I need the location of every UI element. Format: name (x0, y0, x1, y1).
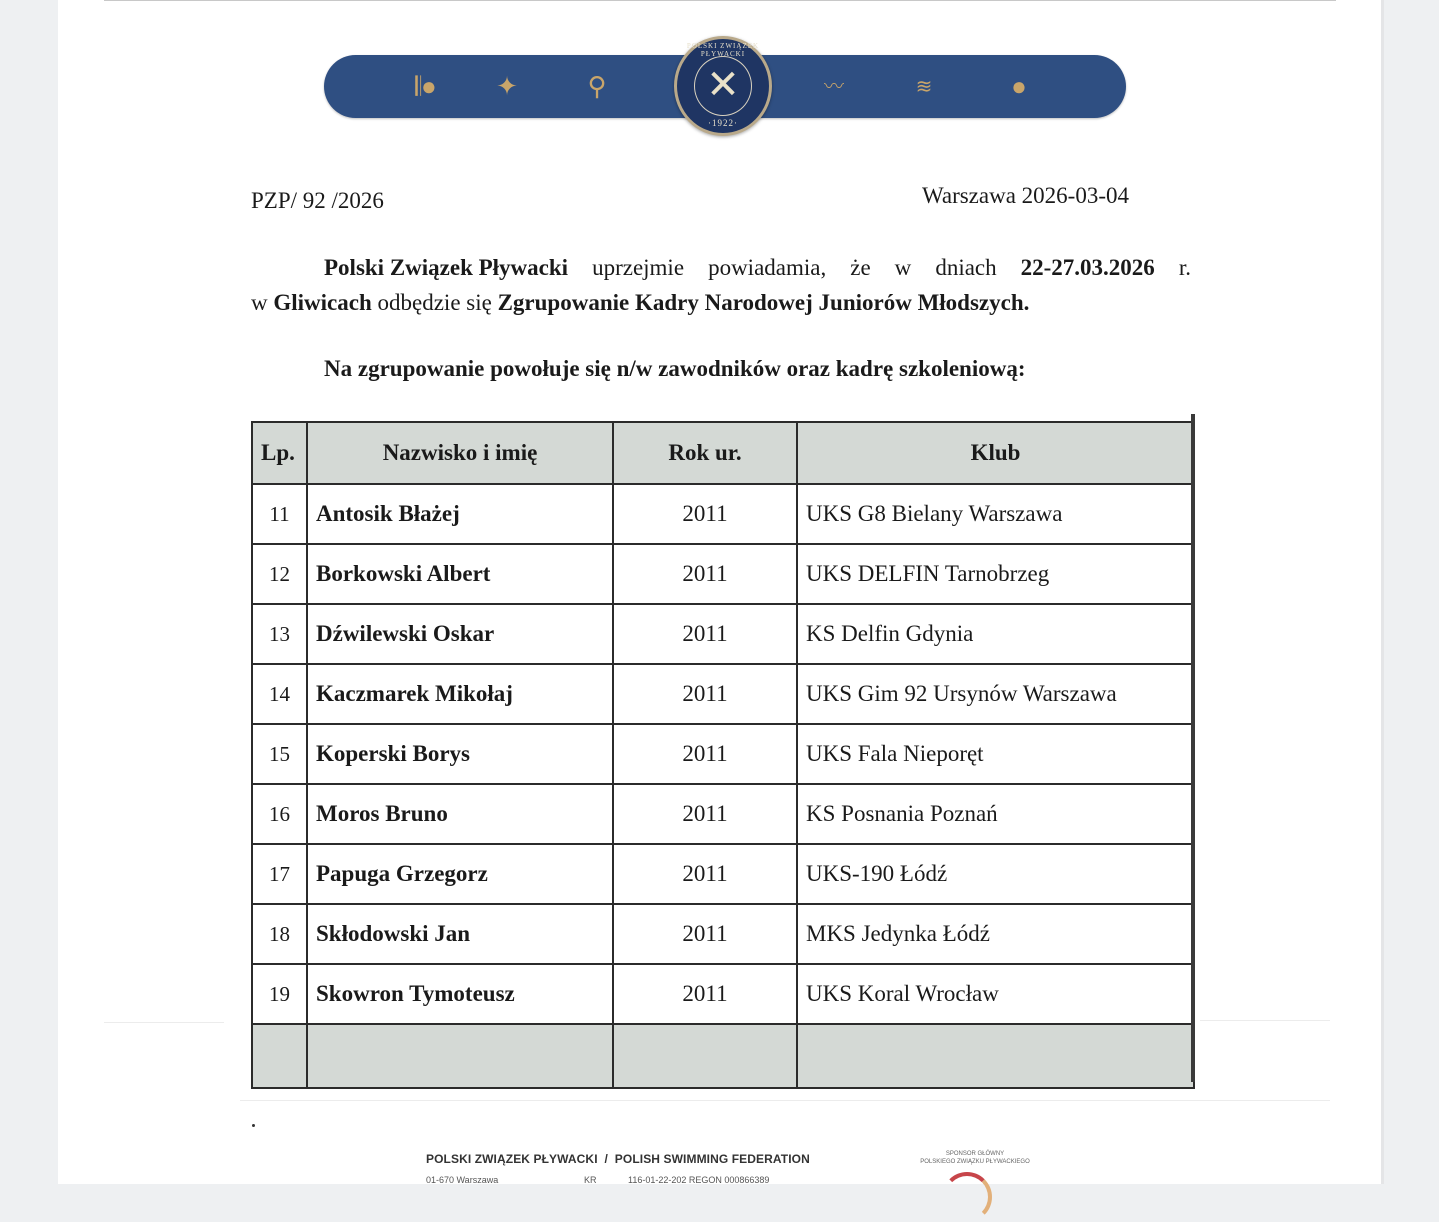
cell-name: Skowron Tymoteusz (307, 964, 613, 1024)
cell-lp: 19 (252, 964, 307, 1024)
text-word: powiadamia, (708, 255, 827, 280)
event-dates: 22-27.03.2026 (1020, 255, 1155, 280)
scan-artifact-line (104, 1022, 224, 1023)
text-word: w (894, 255, 912, 280)
sponsor-line-1: SPONSOR GŁÓWNY (945, 1151, 1005, 1157)
table-row (252, 604, 1194, 664)
organization-name: Polski Związek Pływacki (324, 255, 569, 280)
cell-lp: 17 (252, 844, 307, 904)
text-word: r. (1178, 255, 1191, 280)
cell-name: Skłodowski Jan (307, 904, 613, 964)
water-polo-icon: ● (1011, 72, 1027, 101)
cell-lp: 12 (252, 544, 307, 604)
cell-club: MKS Jedynka Łódź (797, 904, 1194, 964)
table-row (252, 844, 1194, 904)
pzp-logo-seal (674, 36, 772, 136)
cell-club: UKS Gim 92 Ursynów Warszawa (797, 664, 1194, 724)
synchronized-swimming-icon: ✦ (496, 72, 518, 101)
cell-name: Koperski Borys (307, 724, 613, 784)
cell-name: Kaczmarek Mikołaj (307, 664, 613, 724)
diving-icon: 𝄃● (415, 72, 437, 101)
cell-club: KS Posnania Poznań (797, 784, 1194, 844)
table-row (252, 664, 1194, 724)
pzp-monogram-icon: ✕ (706, 62, 740, 108)
sponsor-line-2: POLSKIEGO ZWIĄZKU PŁYWACKIEGO (920, 1159, 1030, 1165)
table-row (252, 724, 1194, 784)
scan-artifact-line (240, 1100, 1330, 1101)
event-name: Zgrupowanie Kadry Narodowej Juniorów Młodszych. (497, 290, 1030, 315)
cell-club: UKS Fala Nieporęt (797, 724, 1194, 784)
cell-lp: 18 (252, 904, 307, 964)
announcement-line-2 (251, 285, 1191, 320)
table-right-border (1191, 414, 1195, 1082)
seal-year: ·1922· (708, 118, 738, 128)
cell-birth-year: 2011 (613, 664, 797, 724)
column-header-birth-year: Rok ur. (613, 422, 797, 484)
cell-lp: 14 (252, 664, 307, 724)
table-header-row (252, 422, 1194, 484)
cell-name: Moros Bruno (307, 784, 613, 844)
document-place-date: Warszawa 2026-03-04 (922, 183, 1129, 208)
roster-intro: Na zgrupowanie powołuje się n/w zawodników oraz kadrę szkoleniową: (324, 356, 1026, 381)
cell-club: KS Delfin Gdynia (797, 604, 1194, 664)
cell-empty (252, 1024, 307, 1088)
seal-inner-ring (694, 56, 752, 116)
cell-club: UKS Koral Wrocław (797, 964, 1194, 1024)
sponsor-caption (910, 1150, 1040, 1166)
cell-name: Borkowski Albert (307, 544, 613, 604)
cell-lp: 15 (252, 724, 307, 784)
cell-birth-year: 2011 (613, 484, 797, 544)
cell-lp: 11 (252, 484, 307, 544)
swimming-icon: 〰 (824, 76, 844, 98)
viewer-background-left (0, 0, 58, 1184)
cell-birth-year: 2011 (613, 544, 797, 604)
table-row (252, 784, 1194, 844)
announcement-line-1 (251, 250, 1191, 285)
cell-lp: 16 (252, 784, 307, 844)
column-header-name: Nazwisko i imię (307, 422, 613, 484)
cell-birth-year: 2011 (613, 904, 797, 964)
cell-lp: 13 (252, 604, 307, 664)
text-word: uprzejmie (592, 255, 685, 280)
sponsor-logo-icon (942, 1172, 992, 1222)
column-header-club: Klub (797, 422, 1194, 484)
athlete-roster-table (251, 421, 1195, 1089)
page-top-edge (104, 0, 1336, 1)
scan-artifact-line (1200, 1020, 1330, 1021)
cell-empty (307, 1024, 613, 1088)
cell-empty (613, 1024, 797, 1088)
table-row (252, 544, 1194, 604)
cell-name: Antosik Błażej (307, 484, 613, 544)
cell-empty (797, 1024, 1194, 1088)
open-water-swimming-icon: ≋ (915, 76, 933, 98)
table-row (252, 964, 1194, 1024)
event-city: Gliwicach (273, 290, 372, 315)
footer-label: KR (584, 1175, 597, 1185)
document-reference: PZP/ 92 /2026 (251, 188, 384, 213)
cell-birth-year: 2011 (613, 784, 797, 844)
high-diving-icon: ⚲ (587, 72, 607, 101)
cell-birth-year: 2011 (613, 844, 797, 904)
cell-birth-year: 2011 (613, 964, 797, 1024)
cell-club: UKS G8 Bielany Warszawa (797, 484, 1194, 544)
viewer-background-right (1381, 0, 1439, 1184)
text-word: dniach (935, 255, 997, 280)
text-word: w (251, 290, 268, 315)
scan-dot (252, 1124, 255, 1127)
cell-name: Papuga Grzegorz (307, 844, 613, 904)
text-word: że (850, 255, 871, 280)
column-header-lp: Lp. (252, 422, 307, 484)
seal-ring-text: POLSKI ZWIĄZEK PŁYWACKI (686, 42, 760, 58)
cell-club: UKS DELFIN Tarnobrzeg (797, 544, 1194, 604)
announcement-paragraph (251, 250, 1191, 320)
cell-birth-year: 2011 (613, 724, 797, 784)
footer-address: 01-670 Warszawa (426, 1175, 499, 1185)
cell-name: Dźwilewski Oskar (307, 604, 613, 664)
cell-birth-year: 2011 (613, 604, 797, 664)
table-row (252, 904, 1194, 964)
text-word: odbędzie się (377, 290, 492, 315)
footer-register: 116-01-22-202 REGON 000866389 (628, 1175, 770, 1185)
cell-club: UKS-190 Łódź (797, 844, 1194, 904)
footer-federation-name: POLSKI ZWIĄZEK PŁYWACKI / POLISH SWIMMING FEDERATION (426, 1152, 810, 1166)
table-row (252, 484, 1194, 544)
table-row-empty (252, 1024, 1194, 1088)
